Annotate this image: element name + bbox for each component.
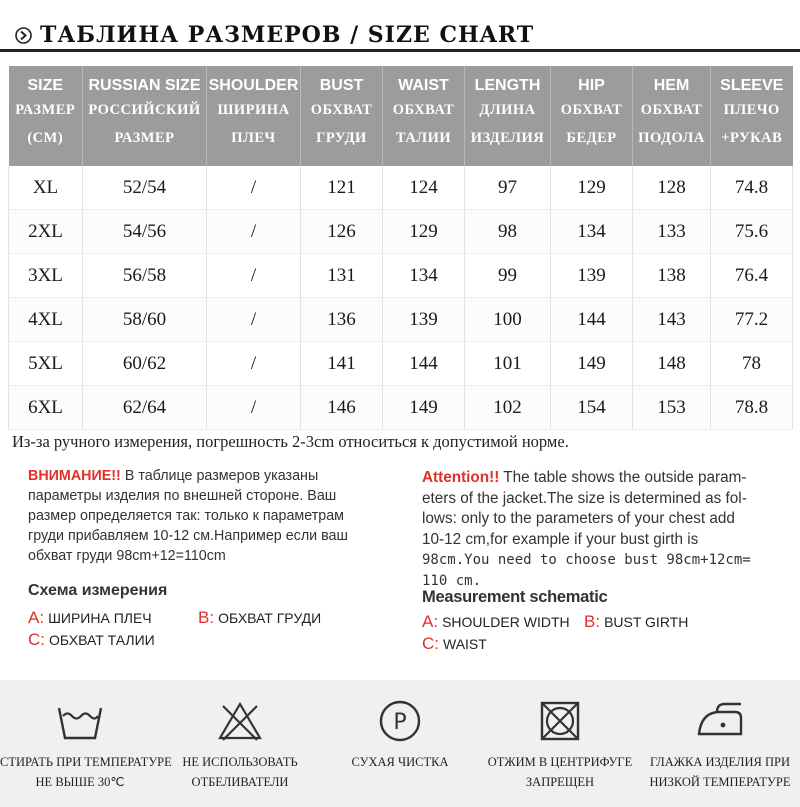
iron-low-icon: [695, 698, 745, 744]
table-cell: 136: [301, 298, 383, 342]
column-header: SIZE РАЗМЕР (CM): [9, 66, 83, 166]
attention-text: eters of the jacket.The size is determined as fol-: [422, 489, 747, 507]
table-cell: 100: [465, 298, 551, 342]
care-instructions-bar: [0, 680, 800, 807]
table-cell: 133: [633, 210, 711, 254]
table-row: [9, 298, 793, 342]
schema-item: B: BUST GIRTH: [584, 612, 689, 631]
column-header: SHOULDER ШИРИНА ПЛЕЧ: [207, 66, 301, 166]
table-cell: 139: [383, 298, 465, 342]
page-title: ТАБЛИНА РАЗМЕРОВ / SIZE CHART: [40, 22, 535, 48]
attention-label: ВНИМАНИЕ!!: [28, 468, 121, 484]
size-cell: 3XL: [9, 254, 83, 298]
schema-item: A: ШИРИНА ПЛЕЧ: [28, 608, 152, 627]
table-cell: 52/54: [83, 166, 207, 210]
care-item-spin: [480, 680, 640, 807]
attention-text: 110 cm.: [422, 572, 482, 589]
table-cell: 77.2: [711, 298, 793, 342]
table-cell: 134: [383, 254, 465, 298]
table-cell: /: [207, 254, 301, 298]
schema-item: B: ОБХВАТ ГРУДИ: [198, 608, 322, 627]
attention-text: груди прибавляем 10-12 см.Например если ваш: [28, 528, 348, 544]
attention-box-en: [422, 468, 794, 591]
table-cell: 143: [633, 298, 711, 342]
table-cell: /: [207, 386, 301, 430]
page-header: [0, 0, 800, 56]
attention-text: параметры изделия по внешней стороне. Ваш: [28, 488, 337, 504]
column-header: HEM ОБХВАТ ПОДОЛА: [633, 66, 711, 166]
table-cell: /: [207, 210, 301, 254]
table-cell: 139: [551, 254, 633, 298]
care-label: ГЛАЖКА ИЗДЕЛИЯ ПРИ НИЗКОЙ ТЕМПЕРАТУРЕ: [649, 755, 791, 789]
dry-clean-p-icon: [375, 698, 425, 744]
size-cell: XL: [9, 166, 83, 210]
no-tumble-dry-icon: [535, 698, 585, 744]
table-cell: 138: [633, 254, 711, 298]
circle-arrow-right-icon: [15, 27, 32, 44]
table-cell: 144: [383, 342, 465, 386]
attention-text: 98cm.You need to choose bust 98cm+12cm=: [422, 552, 751, 568]
table-row: [9, 166, 793, 210]
table-row: [9, 210, 793, 254]
table-row: [9, 254, 793, 298]
care-item-iron: [640, 680, 800, 807]
column-header: HIP ОБХВАТ БЕДЕР: [551, 66, 633, 166]
care-label: ОТЖИМ В ЦЕНТРИФУГЕ ЗАПРЕЩЕН: [487, 755, 633, 789]
table-cell: 129: [383, 210, 465, 254]
care-label: СТИРАТЬ ПРИ ТЕМПЕРАТУРЕ НЕ ВЫШЕ 30℃: [0, 755, 172, 789]
table-cell: 74.8: [711, 166, 793, 210]
table-cell: 126: [301, 210, 383, 254]
table-cell: 102: [465, 386, 551, 430]
attention-text: В таблице размеров указаны: [124, 468, 319, 484]
size-cell: 5XL: [9, 342, 83, 386]
schema-title-en: Measurement schematic: [422, 588, 608, 606]
table-row: [9, 342, 793, 386]
size-cell: 6XL: [9, 386, 83, 430]
attention-text: lows: only to the parameters of your chest add: [422, 510, 735, 527]
no-bleach-icon: [215, 698, 265, 744]
care-item-bleach: [160, 680, 320, 807]
table-cell: /: [207, 342, 301, 386]
table-cell: 78.8: [711, 386, 793, 430]
size-chart-table: [8, 66, 793, 430]
column-header: RUSSIAN SIZE РОССИЙСКИЙ РАЗМЕР: [83, 66, 207, 166]
attention-text: размер определяется так: только к параметрам: [28, 508, 345, 524]
size-cell: 2XL: [9, 210, 83, 254]
header-divider: [0, 49, 800, 52]
table-cell: 54/56: [83, 210, 207, 254]
svg-text:P: P: [393, 710, 407, 735]
table-cell: 60/62: [83, 342, 207, 386]
column-header: WAIST ОБХВАТ ТАЛИИ: [383, 66, 465, 166]
table-cell: 56/58: [83, 254, 207, 298]
table-cell: 62/64: [83, 386, 207, 430]
table-cell: 75.6: [711, 210, 793, 254]
column-header: LENGTH ДЛИНА ИЗДЕЛИЯ: [465, 66, 551, 166]
table-cell: 97: [465, 166, 551, 210]
table-cell: 128: [633, 166, 711, 210]
table-cell: 149: [383, 386, 465, 430]
attention-text: 10-12 cm,for example if your bust girth is: [422, 530, 699, 548]
table-cell: 144: [551, 298, 633, 342]
size-cell: 4XL: [9, 298, 83, 342]
table-cell: 153: [633, 386, 711, 430]
schema-item: A: SHOULDER WIDTH: [422, 612, 570, 631]
table-cell: 148: [633, 342, 711, 386]
table-row: [9, 386, 793, 430]
table-cell: 76.4: [711, 254, 793, 298]
attention-label: Attention!!: [422, 469, 500, 486]
table-cell: 154: [551, 386, 633, 430]
attention-text: обхват груди 98cm+12=110cm: [28, 548, 226, 564]
table-cell: 98: [465, 210, 551, 254]
table-cell: 141: [301, 342, 383, 386]
table-cell: 58/60: [83, 298, 207, 342]
table-header-row: [9, 66, 793, 166]
attention-text: The table shows the outside param-: [503, 469, 747, 486]
care-item-wash: [0, 680, 172, 807]
table-cell: 99: [465, 254, 551, 298]
table-cell: /: [207, 298, 301, 342]
care-item-dryclean: [320, 680, 480, 807]
table-cell: 101: [465, 342, 551, 386]
schema-item: C: ОБХВАТ ТАЛИИ: [28, 630, 155, 649]
table-cell: 129: [551, 166, 633, 210]
table-cell: /: [207, 166, 301, 210]
table-cell: 149: [551, 342, 633, 386]
table-cell: 146: [301, 386, 383, 430]
measurement-tolerance-note: Из-за ручного измерения, погрешность 2-3cm относиться к допустимой норме.: [12, 432, 569, 451]
attention-box-ru: [28, 466, 398, 566]
table-cell: 124: [383, 166, 465, 210]
table-cell: 134: [551, 210, 633, 254]
table-cell: 121: [301, 166, 383, 210]
table-cell: 78: [711, 342, 793, 386]
schema-item: C: WAIST: [422, 634, 487, 653]
wash-tub-icon: [55, 698, 105, 744]
table-cell: 131: [301, 254, 383, 298]
column-header: SLEEVE ПЛЕЧО +РУКАВ: [711, 66, 793, 166]
care-label: СУХАЯ ЧИСТКА: [351, 755, 449, 769]
care-label: НЕ ИСПОЛЬЗОВАТЬ ОТБЕЛИВАТЕЛИ: [182, 755, 298, 789]
schema-title-ru: Схема измерения: [28, 582, 168, 599]
column-header: BUST ОБХВАТ ГРУДИ: [301, 66, 383, 166]
